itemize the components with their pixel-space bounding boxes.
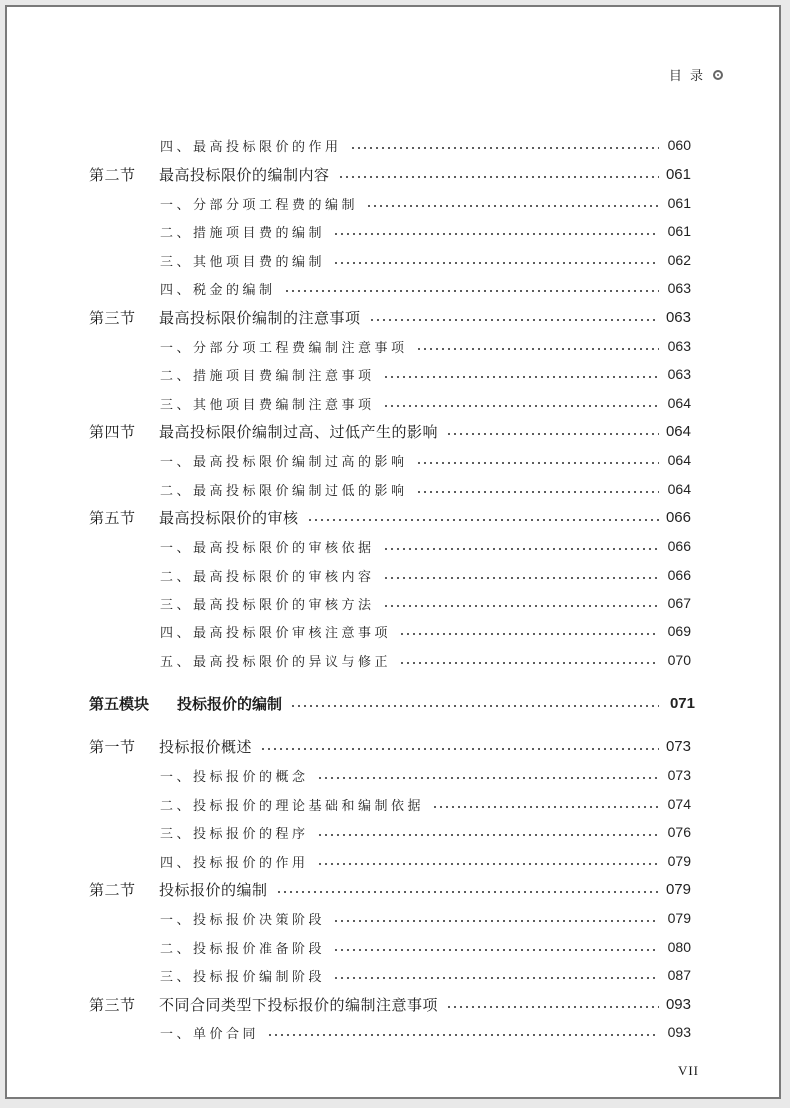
item-title: 三、其他项目费编制注意事项	[160, 397, 375, 413]
toc-item-row[interactable]	[7, 534, 779, 558]
toc-item-row[interactable]	[7, 391, 779, 415]
dot-leader	[446, 433, 659, 435]
item-title: 一、最高投标限价的审核依据	[160, 540, 375, 556]
toc-entry-label	[160, 909, 325, 928]
dot-leader	[369, 319, 659, 321]
toc-entry-label	[89, 307, 361, 328]
section-number: 第二节	[89, 880, 136, 899]
toc-section-row[interactable]	[7, 162, 779, 186]
toc-item-row[interactable]	[7, 1020, 779, 1044]
item-title: 一、投标报价的概念	[160, 769, 309, 785]
dot-leader	[383, 548, 659, 550]
item-title: 二、措施项目费编制注意事项	[160, 368, 375, 384]
toc-item-row[interactable]	[7, 248, 779, 272]
section-number: 第二节	[89, 165, 136, 184]
item-title: 三、投标报价编制阶段	[160, 969, 326, 985]
toc-page-number: 064	[667, 481, 691, 497]
toc-entry-label	[160, 823, 309, 842]
toc-entry-label	[160, 966, 325, 985]
toc-entry-label	[89, 507, 299, 528]
toc-page-number: 063	[667, 366, 691, 382]
toc-entry-label	[160, 938, 325, 957]
dot-leader	[366, 205, 659, 207]
item-title: 一、投标报价决策阶段	[160, 912, 326, 928]
toc-item-row[interactable]	[7, 276, 779, 300]
item-title: 一、分部分项工程费的编制	[160, 197, 359, 213]
dot-leader	[338, 176, 659, 178]
toc-entry-label	[160, 365, 375, 384]
section-number: 第三节	[89, 995, 136, 1014]
toc-entry-label	[89, 164, 330, 185]
toc-entry-label	[160, 594, 375, 613]
item-title: 二、投标报价的理论基础和编制依据	[160, 798, 425, 814]
toc-item-row[interactable]	[7, 477, 779, 501]
toc-entry-label	[160, 651, 391, 670]
item-title: 三、最高投标限价的审核方法	[160, 597, 375, 613]
dot-leader	[432, 806, 659, 808]
dot-leader	[333, 233, 659, 235]
toc-item-row[interactable]	[7, 935, 779, 959]
toc-page-number: 079	[667, 910, 691, 926]
toc-entry-label	[160, 852, 309, 871]
toc-entry-label	[89, 693, 282, 714]
dot-leader	[416, 462, 659, 464]
section-number: 第三节	[89, 308, 136, 327]
toc-page-number: 067	[667, 595, 691, 611]
toc-entry-label	[160, 279, 276, 298]
toc-page-number: 061	[667, 223, 691, 239]
dot-leader	[350, 147, 659, 149]
toc-page-number: 066	[667, 567, 691, 583]
toc-section-row[interactable]	[7, 505, 779, 529]
item-title: 一、分部分项工程费编制注意事项	[160, 340, 408, 356]
toc-page-number: 064	[667, 452, 691, 468]
section-title: 最高投标限价的编制内容	[159, 165, 330, 184]
module-number: 第五模块	[89, 694, 150, 713]
dot-leader	[383, 605, 659, 607]
toc-page-number: 063	[667, 338, 691, 354]
toc-entry-label	[160, 251, 325, 270]
toc-entry-label	[160, 537, 375, 556]
toc-item-row[interactable]	[7, 219, 779, 243]
toc-section-row[interactable]	[7, 734, 779, 758]
section-number: 第四节	[89, 422, 136, 441]
toc-page-number: 074	[667, 796, 691, 812]
item-title: 二、投标报价准备阶段	[160, 941, 326, 957]
dot-leader	[416, 491, 659, 493]
toc-entry-label	[160, 451, 408, 470]
section-title: 最高投标限价的审核	[159, 508, 299, 527]
toc-item-row[interactable]	[7, 362, 779, 386]
table-of-contents	[7, 7, 779, 1097]
dot-leader	[416, 348, 659, 350]
dot-leader	[383, 376, 659, 378]
toc-entry-label	[160, 222, 325, 241]
toc-section-row[interactable]	[7, 992, 779, 1016]
toc-entry-label	[160, 766, 309, 785]
toc-entry-label	[160, 795, 424, 814]
toc-page-number: 070	[667, 652, 691, 668]
toc-page-number: 080	[667, 939, 691, 955]
item-title: 五、最高投标限价的异议与修正	[160, 654, 392, 670]
section-number: 第一节	[89, 737, 136, 756]
toc-page-number: 079	[667, 853, 691, 869]
dot-leader	[317, 834, 659, 836]
toc-section-row[interactable]	[7, 419, 779, 443]
toc-page-number: 073	[667, 767, 691, 783]
item-title: 二、最高投标限价的审核内容	[160, 569, 375, 585]
toc-item-row[interactable]	[7, 448, 779, 472]
module-title: 投标报价的编制	[177, 694, 283, 713]
toc-page-number: 061	[665, 165, 691, 183]
section-number: 第五节	[89, 508, 136, 527]
toc-page-number: 069	[667, 623, 691, 639]
toc-item-row[interactable]	[7, 648, 779, 672]
toc-section-row[interactable]	[7, 877, 779, 901]
dot-leader	[317, 777, 659, 779]
toc-item-row[interactable]	[7, 820, 779, 844]
toc-module-row[interactable]	[7, 691, 779, 715]
toc-page-number: 093	[667, 1024, 691, 1040]
dot-leader	[267, 1034, 659, 1036]
toc-item-row[interactable]	[7, 792, 779, 816]
toc-item-row[interactable]	[7, 191, 779, 215]
item-title: 四、最高投标限价的作用	[160, 139, 342, 155]
section-title: 投标报价的编制	[159, 880, 268, 899]
section-title: 最高投标限价编制过高、过低产生的影响	[159, 422, 439, 441]
section-title: 不同合同类型下投标报价的编制注意事项	[159, 995, 439, 1014]
dot-leader	[383, 577, 659, 579]
toc-item-row[interactable]	[7, 963, 779, 987]
toc-page-number: 073	[665, 737, 691, 755]
dot-leader	[276, 891, 659, 893]
toc-entry-label	[160, 394, 375, 413]
toc-entry-label	[89, 994, 438, 1015]
dot-leader	[333, 262, 659, 264]
toc-page-number: 071	[669, 694, 695, 712]
toc-entry-label	[89, 736, 252, 757]
item-title: 三、其他项目费的编制	[160, 254, 326, 270]
toc-page-number: 063	[667, 280, 691, 296]
dot-leader	[317, 863, 659, 865]
dot-leader	[333, 949, 659, 951]
toc-section-row[interactable]	[7, 305, 779, 329]
toc-item-row[interactable]	[7, 763, 779, 787]
book-page	[5, 5, 781, 1099]
dot-leader	[284, 290, 659, 292]
dot-leader	[333, 920, 659, 922]
item-title: 四、投标报价的作用	[160, 855, 309, 871]
item-title: 三、投标报价的程序	[160, 826, 309, 842]
toc-entry-label	[160, 1023, 259, 1042]
toc-page-number: 066	[665, 508, 691, 526]
item-title: 一、最高投标限价编制过高的影响	[160, 454, 408, 470]
toc-entry-label	[160, 480, 408, 499]
toc-page-number: 064	[667, 395, 691, 411]
toc-page-number: 063	[665, 308, 691, 326]
section-title: 最高投标限价编制的注意事项	[159, 308, 361, 327]
item-title: 四、税金的编制	[160, 282, 276, 298]
item-title: 二、措施项目费的编制	[160, 225, 326, 241]
toc-item-row[interactable]	[7, 133, 779, 157]
toc-item-row[interactable]	[7, 619, 779, 643]
toc-item-row[interactable]	[7, 906, 779, 930]
toc-page-number: 066	[667, 538, 691, 554]
running-head-title: 目 录	[668, 69, 705, 84]
dot-leader	[399, 633, 659, 635]
section-title: 投标报价概述	[159, 737, 253, 756]
dot-leader	[307, 519, 659, 521]
item-title: 二、最高投标限价编制过低的影响	[160, 483, 408, 499]
toc-item-row[interactable]	[7, 849, 779, 873]
page-number: VII	[677, 1063, 699, 1078]
toc-page-number: 076	[667, 824, 691, 840]
dot-leader	[446, 1006, 659, 1008]
toc-entry-label	[160, 136, 342, 155]
toc-page-number: 087	[667, 967, 691, 983]
dot-leader	[333, 977, 659, 979]
dot-leader	[260, 748, 659, 750]
toc-page-number: 060	[667, 137, 691, 153]
dot-leader	[399, 662, 659, 664]
dot-leader	[290, 705, 659, 707]
toc-entry-label	[89, 421, 438, 442]
toc-page-number: 064	[665, 422, 691, 440]
toc-entry-label	[160, 194, 358, 213]
toc-entry-label	[89, 879, 268, 900]
item-title: 一、单价合同	[160, 1026, 260, 1042]
toc-item-row[interactable]	[7, 334, 779, 358]
toc-entry-label	[160, 622, 391, 641]
toc-page-number: 061	[667, 195, 691, 211]
item-title: 四、最高投标限价审核注意事项	[160, 625, 392, 641]
toc-entry-label	[160, 337, 408, 356]
toc-page-number: 079	[665, 880, 691, 898]
toc-page-number: 062	[667, 252, 691, 268]
toc-entry-label	[160, 566, 375, 585]
toc-item-row[interactable]	[7, 591, 779, 615]
toc-page-number: 093	[665, 995, 691, 1013]
toc-item-row[interactable]	[7, 563, 779, 587]
dot-leader	[383, 405, 659, 407]
